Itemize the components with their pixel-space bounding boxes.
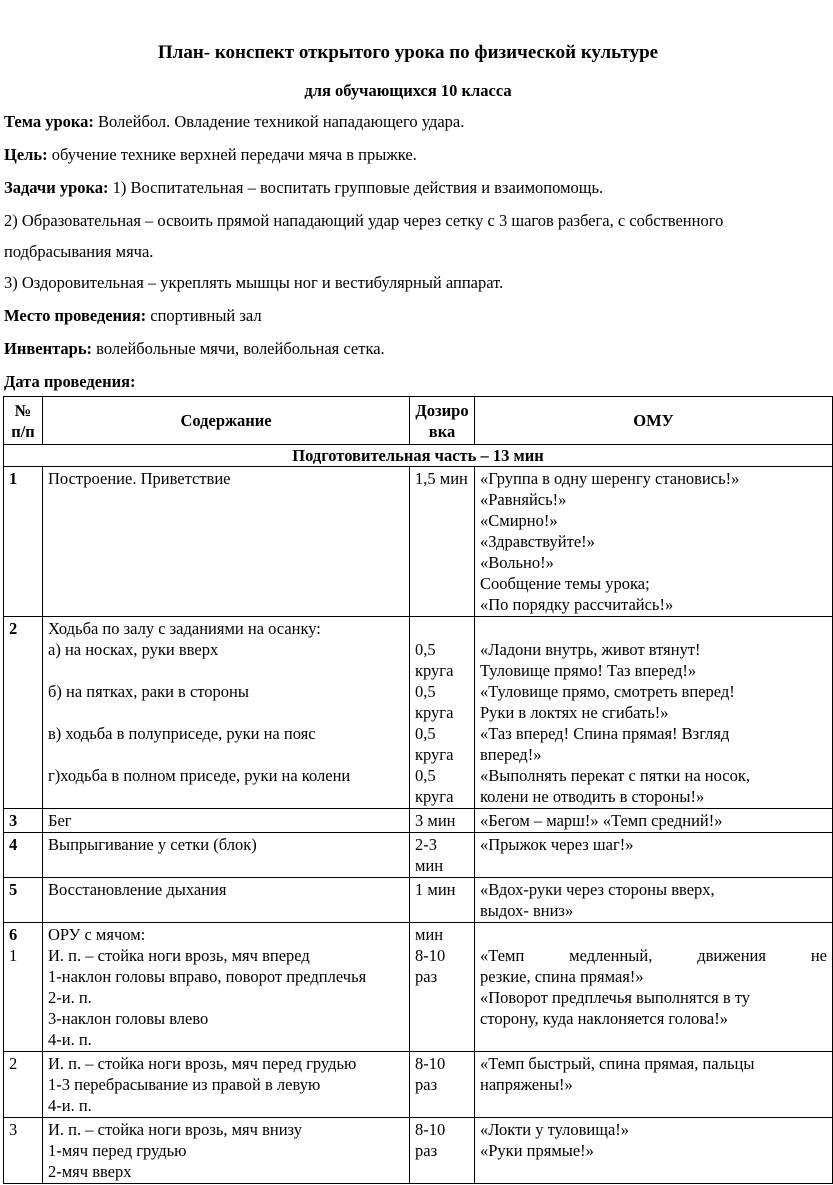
dose-line: 3 мин	[415, 811, 456, 830]
header-omu: ОМУ	[475, 397, 833, 445]
dose-line: раз	[415, 1141, 438, 1160]
row-number-cell	[4, 1052, 43, 1118]
content-line: 2-и. п.	[48, 988, 92, 1007]
row-number-cell	[4, 809, 43, 833]
dose-line: круга	[415, 745, 454, 764]
content-line: Бег	[48, 811, 72, 830]
omu-line: «Здравствуйте!»	[480, 532, 595, 551]
content-line: Выпрыгивание у сетки (блок)	[48, 835, 257, 854]
omu-line: Сообщение темы урока;	[480, 574, 650, 593]
dose-line: 1 мин	[415, 880, 456, 899]
header-content: Содержание	[43, 397, 410, 445]
content-line: б) на пятках, раки в стороны	[48, 682, 249, 701]
omu-line: «Выполнять перекат с пятки на носок,	[480, 766, 750, 785]
omu-line: «Локти у туловища!»	[480, 1120, 630, 1139]
omu-line: «Вольно!»	[480, 553, 554, 572]
task2-line2: подбрасывания мяча.	[4, 242, 154, 261]
date-line: Дата проведения:	[4, 372, 136, 391]
omu-line: «По порядку рассчитайсь!»	[480, 595, 674, 614]
content-line: 3-наклон головы влево	[48, 1009, 209, 1028]
omu-word: медленный,	[569, 946, 653, 965]
omu-line: колени не отводить в стороны!»	[480, 787, 705, 806]
table-row	[4, 833, 833, 878]
content-line: И. п. – стойка ноги врозь, мяч перед грудью	[48, 1054, 357, 1073]
content-line: 1-мяч перед грудью	[48, 1141, 187, 1160]
section-title: Подготовительная часть – 13 мин	[4, 445, 833, 467]
dose-line: раз	[415, 1075, 438, 1094]
row-content-cell	[43, 617, 410, 809]
row-number-cell	[4, 617, 43, 809]
row-dose-cell	[410, 1052, 475, 1118]
row-omu-cell	[475, 467, 833, 617]
dose-line: мин	[415, 925, 444, 944]
omu-line: «Бегом – марш!» «Темп средний!»	[480, 811, 723, 830]
row-number: 2	[9, 1054, 18, 1073]
omu-line: напряжены!»	[480, 1075, 573, 1094]
row-omu-cell	[475, 1052, 833, 1118]
goal-line: Цель: обучение технике верхней передачи мяча в прыжке.	[4, 145, 417, 164]
content-line: 2-мяч вверх	[48, 1162, 132, 1181]
row-number: 1	[9, 469, 18, 488]
row-number-cell	[4, 878, 43, 923]
table-row	[4, 923, 833, 1052]
omu-line: Руки в локтях не сгибать!»	[480, 703, 669, 722]
row-omu-cell	[475, 878, 833, 923]
omu-justified-line	[480, 945, 827, 966]
row-number: 3	[9, 811, 18, 830]
content-line: 1-3 перебрасывание из правой в левую	[48, 1075, 321, 1094]
row-dose-cell	[410, 1118, 475, 1184]
table-row	[4, 617, 833, 809]
equipment-line: Инвентарь: волейбольные мячи, волейбольная сетка.	[4, 339, 385, 358]
content-line: 1-наклон головы вправо, поворот предплечья	[48, 967, 367, 986]
omu-line: вперед!»	[480, 745, 542, 764]
document-title: План- конспект открытого урока по физической культуре	[157, 42, 659, 63]
content-line: г)ходьба в полном приседе, руки на колени	[48, 766, 351, 785]
omu-line: «Таз вперед! Спина прямая! Взгляд	[480, 724, 730, 743]
row-dose-cell	[410, 833, 475, 878]
omu-line: «Темп быстрый, спина прямая, пальцы	[480, 1054, 755, 1073]
header-dose: Дозиро вка	[410, 397, 475, 445]
omu-line: «Ладони внутрь, живот втянут!	[480, 640, 701, 659]
row-dose-cell	[410, 467, 475, 617]
omu-word: не	[810, 946, 827, 965]
dose-line	[415, 618, 469, 639]
content-line: 4-и. п.	[48, 1096, 92, 1115]
table-row	[4, 467, 833, 617]
dose-line: раз	[415, 967, 438, 986]
row-omu-cell	[475, 923, 833, 1052]
table-row	[4, 878, 833, 923]
row-number: 2	[9, 619, 18, 638]
content-line: И. п. – стойка ноги врозь, мяч внизу	[48, 1120, 302, 1139]
table-header-row	[4, 397, 833, 445]
dose-line: 0,5	[415, 766, 436, 785]
dose-line: 0,5	[415, 640, 436, 659]
place-line: Место проведения: спортивный зал	[4, 306, 262, 325]
omu-line: «Туловище прямо, смотреть вперед!	[480, 682, 735, 701]
omu-word: движения	[697, 946, 766, 965]
row-number: 6	[9, 925, 18, 944]
task3-line: 3) Оздоровительная – укреплять мышцы ног и вестибулярный аппарат.	[4, 273, 504, 292]
omu-line: Туловище прямо! Таз вперед!»	[480, 661, 697, 680]
row-number: 4	[9, 835, 18, 854]
row-content-cell	[43, 923, 410, 1052]
row-number-cell	[4, 833, 43, 878]
topic-line: Тема урока: Волейбол. Овладение техникой нападающего удара.	[4, 112, 465, 131]
row-content-cell	[43, 467, 410, 617]
omu-line: «Смирно!»	[480, 511, 558, 530]
row-number: 5	[9, 880, 18, 899]
content-line	[48, 660, 404, 681]
omu-line: «Вдох-руки через стороны вверх,	[480, 880, 715, 899]
content-line: Построение. Приветствие	[48, 469, 231, 488]
dose-line: круга	[415, 787, 454, 806]
row-number-cell	[4, 923, 43, 1052]
row-dose-cell	[410, 878, 475, 923]
row-number: 3	[9, 1120, 18, 1139]
omu-line: выдох- вниз»	[480, 901, 574, 920]
omu-line: «Группа в одну шеренгу становись!»	[480, 469, 740, 488]
header-number: № п/п	[4, 397, 43, 445]
dose-line: круга	[415, 661, 454, 680]
dose-line: 0,5	[415, 724, 436, 743]
dose-line: 0,5	[415, 682, 436, 701]
section-row	[4, 445, 833, 467]
omu-line: резкие, спина прямая!»	[480, 967, 644, 986]
dose-line: 1,5 мин	[415, 469, 468, 488]
task2-line1: 2) Образовательная – освоить прямой нападающий удар через сетку с 3 шагов разбега, с собственного	[4, 211, 724, 230]
row-content-cell	[43, 1052, 410, 1118]
row-dose-cell	[410, 809, 475, 833]
lesson-table	[3, 396, 833, 1184]
content-line	[48, 744, 404, 765]
table-row	[4, 1118, 833, 1184]
omu-line: «Поворот предплечья выполнятся в ту	[480, 988, 751, 1007]
omu-line: «Прыжок через шаг!»	[480, 835, 634, 854]
content-line: 4-и. п.	[48, 1030, 92, 1049]
row-subnumber: 1	[9, 946, 18, 965]
table-row	[4, 1052, 833, 1118]
omu-line: «Руки прямые!»	[480, 1141, 594, 1160]
dose-line: 2-3	[415, 835, 437, 854]
omu-line: сторону, куда наклоняется голова!»	[480, 1009, 728, 1028]
row-omu-cell	[475, 833, 833, 878]
content-line: а) на носках, руки вверх	[48, 640, 219, 659]
dose-line: 8-10	[415, 1120, 446, 1139]
document-subtitle: для обучающихся 10 класса	[304, 81, 512, 100]
content-line: Ходьба по залу с заданиями на осанку:	[48, 619, 321, 638]
row-content-cell	[43, 833, 410, 878]
table-row	[4, 809, 833, 833]
dose-line: 8-10	[415, 946, 446, 965]
content-line: в) ходьба в полуприседе, руки на пояс	[48, 724, 316, 743]
row-content-cell	[43, 878, 410, 923]
row-dose-cell	[410, 923, 475, 1052]
row-number-cell	[4, 1118, 43, 1184]
content-line: Восстановление дыхания	[48, 880, 227, 899]
row-number-cell	[4, 467, 43, 617]
row-omu-cell	[475, 1118, 833, 1184]
tasks-line: Задачи урока: 1) Воспитательная – воспитать групповые действия и взаимопомощь.	[4, 178, 604, 197]
row-content-cell	[43, 809, 410, 833]
row-dose-cell	[410, 617, 475, 809]
row-content-cell	[43, 1118, 410, 1184]
content-line: ОРУ с мячом:	[48, 925, 146, 944]
dose-line: круга	[415, 703, 454, 722]
dose-line: мин	[415, 856, 444, 875]
omu-word: «Темп	[480, 946, 525, 965]
content-line: И. п. – стойка ноги врозь, мяч вперед	[48, 946, 310, 965]
omu-line: «Равняйсь!»	[480, 490, 567, 509]
row-omu-cell	[475, 809, 833, 833]
omu-line	[480, 618, 827, 639]
dose-line: 8-10	[415, 1054, 446, 1073]
row-omu-cell	[475, 617, 833, 809]
content-line	[48, 702, 404, 723]
